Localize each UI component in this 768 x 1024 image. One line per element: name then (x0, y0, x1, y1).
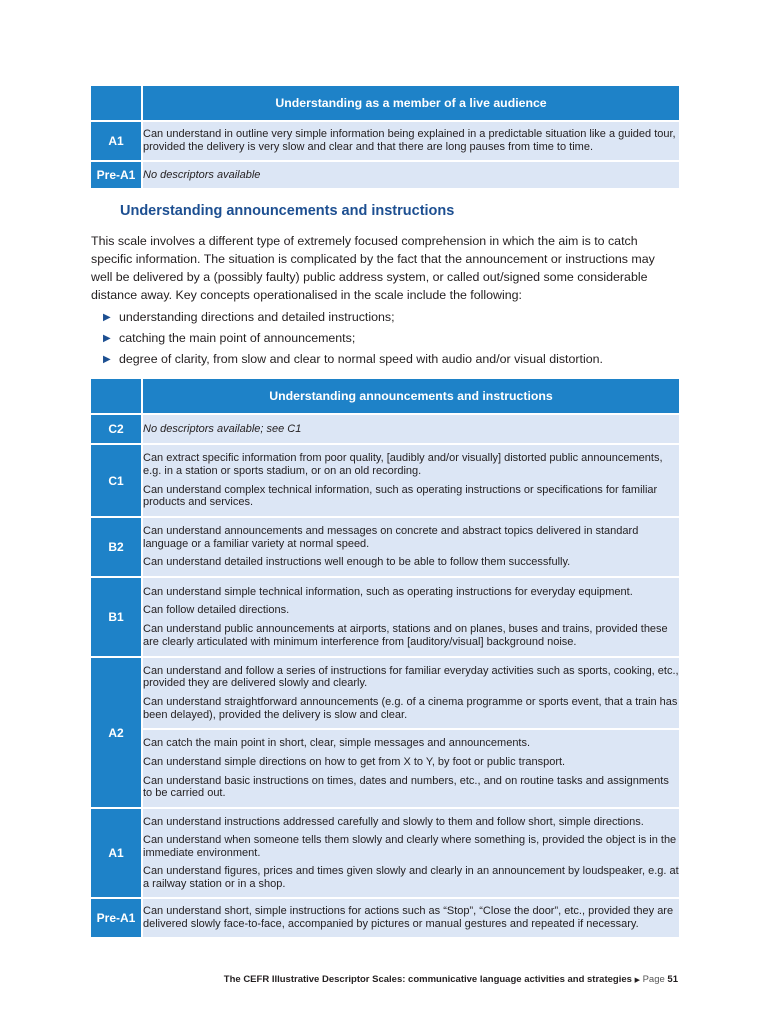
descriptor-cell (143, 120, 679, 160)
triangle-bullet-icon: ▶ (103, 354, 111, 365)
descriptor: Can understand straightforward announcements (e.g. of a cinema programme or sports event, that a train has been delayed), provided the delivery is slow and clear. (143, 696, 678, 721)
table-row (91, 160, 679, 188)
descriptor-cell (143, 656, 679, 728)
list-item: ▶ understanding directions and detailed instructions; (103, 307, 603, 328)
table-row (91, 443, 679, 516)
descriptor: Can understand basic instructions on times, dates and numbers, etc., and on routine tasks and assignments to be carried out. (143, 774, 669, 800)
table-title: Understanding announcements and instructions (143, 379, 679, 413)
descriptor: Can understand when someone tells them slowly and clearly where something is, provided the object is in the immediate environment. (143, 834, 677, 859)
live-audience-table (91, 86, 679, 188)
descriptor: Can understand announcements and messages on concrete and abstract topics delivered in standard language or a familiar variety at normal speed. (143, 525, 639, 550)
footer-title: The CEFR Illustrative Descriptor Scales: communicative language activities and strategies (223, 974, 632, 985)
descriptor: Can understand public announcements at airports, stations and on planes, buses and trains, provided these are clearly articulated with minimum interference from [auditory/visual] background noise. (143, 623, 668, 648)
descriptor-cell (143, 413, 679, 443)
section-paragraph: This scale involves a different type of extremely focused comprehension in which the aim is to catch specific information. The situation is complicated by the fact that the announcement or instructions may well be delivered by a (possibly faulty) public address system, or called out/signed some considerable distance away. Key concepts operationalised in the scale include the following: (91, 234, 655, 302)
level-label: A2 (91, 656, 143, 807)
descriptor-cell (143, 160, 679, 188)
descriptor: Can understand simple directions on how to get from X to Y, by foot or public transport. (143, 755, 566, 768)
table-row (91, 656, 679, 728)
table-title: Understanding as a member of a live audience (143, 86, 679, 120)
descriptor: Can follow detailed directions. (143, 604, 290, 617)
level-label: A1 (91, 807, 143, 897)
descriptor: Can understand complex technical information, such as operating instructions or specifications for familiar products and services. (143, 483, 658, 509)
table-row (91, 120, 679, 160)
page-footer (224, 974, 678, 985)
table-row (91, 897, 679, 937)
level-label: B1 (91, 576, 143, 656)
level-label: A1 (91, 120, 143, 160)
table-row (91, 728, 679, 807)
descriptor: Can extract specific information from poor quality, [audibly and/or visually] distorted public announcements, e.g. in a station or sports stadium, or on an old recording. (143, 452, 663, 477)
descriptor-cell (143, 807, 679, 897)
descriptor-cell (143, 897, 679, 937)
table-row (91, 576, 679, 656)
descriptor: Can understand and follow a series of instructions for familiar everyday activities such as sports, cooking, etc., provided they are delivered slowly and clearly. (143, 664, 679, 690)
descriptor-cell (143, 576, 679, 656)
descriptor: No descriptors available (143, 168, 261, 181)
announcements-table (91, 379, 679, 937)
page-label: Page (642, 974, 665, 985)
descriptor-cell (143, 443, 679, 516)
descriptor: Can understand in outline very simple information being explained in a predictable situation like a guided tour, provided the delivery is very slow and clear and that there are long pauses from time to time. (143, 128, 676, 153)
list-item: ▶ degree of clarity, from slow and clear to normal speed with audio and/or visual distortion. (103, 349, 603, 370)
triangle-bullet-icon: ▶ (103, 312, 111, 323)
section-heading: Understanding announcements and instructions (120, 203, 455, 219)
descriptor: No descriptors available; see C1 (143, 422, 302, 435)
descriptor: Can understand figures, prices and times given slowly and clearly in an announcement by loudspeaker, e.g. at a railway station or in a shop. (143, 865, 679, 890)
descriptor: Can understand simple technical information, such as operating instructions for everyday equipment. (143, 585, 633, 598)
level-label: Pre-A1 (91, 897, 143, 937)
table-row (91, 807, 679, 897)
list-item: ▶ catching the main point of announcements; (103, 328, 603, 349)
descriptor-cell (143, 728, 679, 807)
table-row (91, 516, 679, 576)
level-label: C2 (91, 413, 143, 443)
triangle-right-icon: ▶ (634, 977, 640, 984)
descriptor: Can catch the main point in short, clear, simple messages and announcements. (143, 737, 531, 750)
descriptor-cell (143, 516, 679, 576)
concept-list (103, 307, 603, 370)
descriptor: Can understand detailed instructions well enough to be able to follow them successfully. (143, 556, 571, 569)
table-row (91, 413, 679, 443)
triangle-bullet-icon: ▶ (103, 333, 111, 344)
table-header-blank (91, 379, 143, 413)
level-label: B2 (91, 516, 143, 576)
descriptor: Can understand instructions addressed carefully and slowly to them and follow short, simple directions. (143, 815, 644, 828)
level-label: C1 (91, 443, 143, 516)
page-number: 51 (667, 974, 678, 985)
level-label: Pre-A1 (91, 160, 143, 188)
descriptor: Can understand short, simple instructions for actions such as “Stop”, “Close the door”, etc., provided they are delivered slowly face-to-face, accompanied by pictures or manual gestures and repeated if necessary. (143, 905, 674, 930)
table-header-blank (91, 86, 143, 120)
